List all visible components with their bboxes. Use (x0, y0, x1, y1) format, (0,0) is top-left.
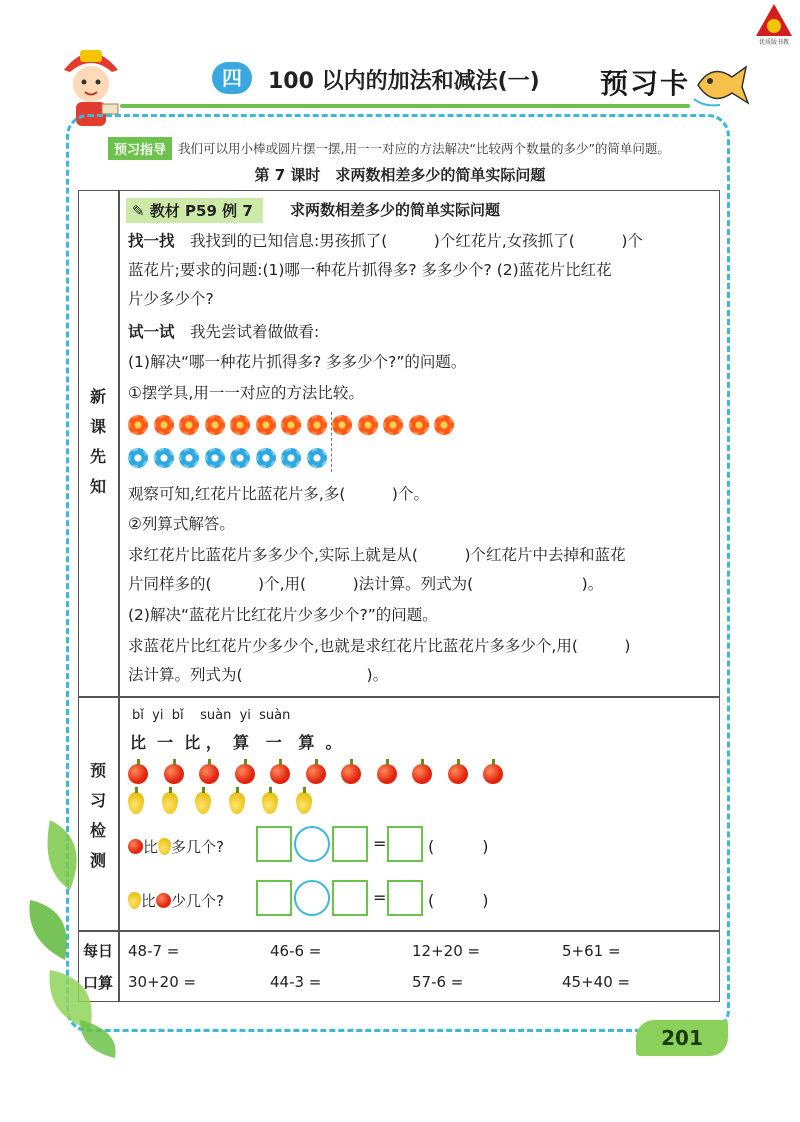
apple-icon (164, 764, 184, 784)
textbook-tag (126, 198, 263, 223)
answer-box-1a[interactable] (256, 826, 292, 862)
pinyin-line: bǐ yi bǐ suàn yi suàn (132, 708, 291, 723)
daily-label-1: 每日 (82, 942, 113, 960)
blue-flower-icon (256, 448, 276, 468)
step-1: ①摆学具,用一一对应的方法比较。 (128, 384, 364, 402)
answer-box-2c[interactable] (387, 880, 423, 916)
pear-icon (296, 792, 312, 814)
question-2: (2)解决“蓝花片比红花片少多少个?”的问题。 (128, 606, 438, 624)
calc-r1-c4: 5+61 = (562, 942, 621, 960)
preview-check-label-4: 测 (89, 851, 106, 870)
apple-icon (156, 893, 171, 908)
fish-icon (690, 55, 750, 110)
calc-r2-c4: 45+40 = (562, 973, 631, 991)
guide-text: 我们可以用小棒或圆片摆一摆,用一一对应的方法解决“比较两个数量的多少”的简单问题。 (178, 141, 670, 156)
check-title: 比 一 比 ， 算 一 算 。 (130, 733, 342, 752)
pear-icon (162, 792, 178, 814)
blue-flower-icon (230, 448, 250, 468)
red-flower-icon (179, 415, 199, 435)
apple-icon (270, 764, 290, 784)
lesson-title: 第 7 课时 求两数相差多少的简单实际问题 (254, 166, 546, 184)
unit-title: 100 以内的加法和减法(一) (268, 69, 540, 94)
preview-card-label: 预习卡 (600, 67, 691, 100)
question-1: (1)解决“哪一种花片抓得多? 多多少个?”的问题。 (128, 353, 467, 371)
calc-r1-c3: 12+20 = (412, 942, 481, 960)
page-number: 201 (636, 1020, 728, 1056)
example-title: 求两数相差多少的简单实际问题 (290, 201, 501, 219)
find-text-2: 蓝花片;要求的问题:(1)哪一种花片抓得多? 多多少个? (2)蓝花片比红花 (128, 261, 612, 279)
red-flower-icon (409, 415, 429, 435)
try-heading: 试一试 (128, 323, 175, 341)
calc-r2-c1: 30+20 = (128, 973, 197, 991)
observe-text: 观察可知,红花片比蓝花片多,多( )个。 (128, 485, 429, 503)
red-flower-icon (205, 415, 225, 435)
table-divider-2 (78, 930, 720, 932)
header-divider (120, 104, 690, 108)
find-text-3: 片少多少个? (128, 290, 214, 308)
apple-icon (412, 764, 432, 784)
apple-icon (377, 764, 397, 784)
calc-r1-c2: 46-6 = (270, 942, 322, 960)
red-flower-icon (281, 415, 301, 435)
leaf-decoration (20, 800, 130, 1060)
blue-flower-icon (307, 448, 327, 468)
publisher-logo-text: 优质版书教 (758, 39, 790, 46)
answer-box-1c[interactable] (387, 826, 423, 862)
calc-r2-c2: 44-3 = (270, 973, 322, 991)
calc-r1-c1: 48-7 = (128, 942, 180, 960)
pear-icon (158, 838, 171, 855)
explain-3: 求蓝花片比红花片少多少个,也就是求红花片比蓝花片多多少个,用( ) (128, 637, 631, 655)
new-lesson-label-3: 先 (89, 447, 106, 466)
red-flower-icon (256, 415, 276, 435)
textbook-tag-text: 教材 P59 例 7 (149, 202, 253, 220)
new-lesson-label-4: 知 (89, 477, 106, 496)
step-2: ②列算式解答。 (128, 515, 235, 533)
operator-circle-1[interactable] (294, 826, 330, 862)
apple-icon (199, 764, 219, 784)
publisher-logo (752, 2, 796, 46)
calc-r2-c3: 57-6 = (412, 973, 464, 991)
try-text: 我先尝试着做做看: (190, 323, 320, 341)
correspondence-divider (331, 412, 332, 472)
apple-icon (128, 764, 148, 784)
apple-icon (306, 764, 326, 784)
find-text-1: 我找到的已知信息:男孩抓了( )个红花片,女孩抓了( )个 (190, 232, 643, 250)
blue-flower-icon (205, 448, 225, 468)
guide-tag: 预习指导 (108, 137, 172, 160)
red-flower-icon (434, 415, 454, 435)
blue-flower-icon (281, 448, 301, 468)
apple-icon (341, 764, 361, 784)
blue-flower-icon (128, 448, 148, 468)
answer-box-1b[interactable] (332, 826, 368, 862)
new-lesson-label-2: 课 (89, 417, 106, 436)
red-flower-icon (307, 415, 327, 435)
unit-badge: 四 (212, 62, 252, 94)
apple-q-more: 多几个? (171, 838, 224, 856)
find-line-1 (128, 227, 643, 256)
explain-4: 法计算。列式为( )。 (128, 666, 389, 684)
answer-box-2b[interactable] (332, 880, 368, 916)
operator-circle-2[interactable] (294, 880, 330, 916)
apple-q-than: 比 (143, 838, 159, 856)
try-line (128, 318, 319, 347)
preview-check-label-2: 习 (89, 791, 106, 810)
apple-icon (483, 764, 503, 784)
preview-check-label-1: 预 (89, 761, 106, 780)
explain-1: 求红花片比蓝花片多多少个,实际上就是从( )个红花片中去掉和蓝花 (128, 546, 626, 564)
pear-question (128, 890, 224, 911)
apple-icon (128, 839, 143, 854)
equals-sign-1: = (373, 834, 387, 853)
apple-icon (235, 764, 255, 784)
new-lesson-label-1: 新 (89, 387, 106, 406)
daily-label-2: 口算 (82, 974, 113, 992)
find-heading: 找一找 (128, 232, 175, 250)
unit-paren-2[interactable]: ( ) (428, 891, 489, 910)
red-flower-icon (128, 415, 148, 435)
blue-flower-icon (179, 448, 199, 468)
pear-q-than: 比 (141, 892, 157, 910)
red-flower-icon (154, 415, 174, 435)
table-divider-1 (78, 696, 720, 698)
pear-icon (229, 792, 245, 814)
explain-2: 片同样多的( )个,用( )法计算。列式为( )。 (128, 575, 604, 593)
unit-paren-1[interactable]: ( ) (428, 837, 489, 856)
apple-question (128, 836, 224, 857)
red-flower-icon (332, 415, 352, 435)
blue-flower-icon (154, 448, 174, 468)
apple-icon (448, 764, 468, 784)
equals-sign-2: = (373, 888, 387, 907)
red-flower-icon (358, 415, 378, 435)
pencil-icon: ✎ (132, 202, 150, 220)
preview-check-label-3: 检 (89, 821, 106, 840)
red-flower-icon (230, 415, 250, 435)
answer-box-2a[interactable] (256, 880, 292, 916)
red-flower-icon (383, 415, 403, 435)
pear-q-less: 少几个? (171, 892, 224, 910)
